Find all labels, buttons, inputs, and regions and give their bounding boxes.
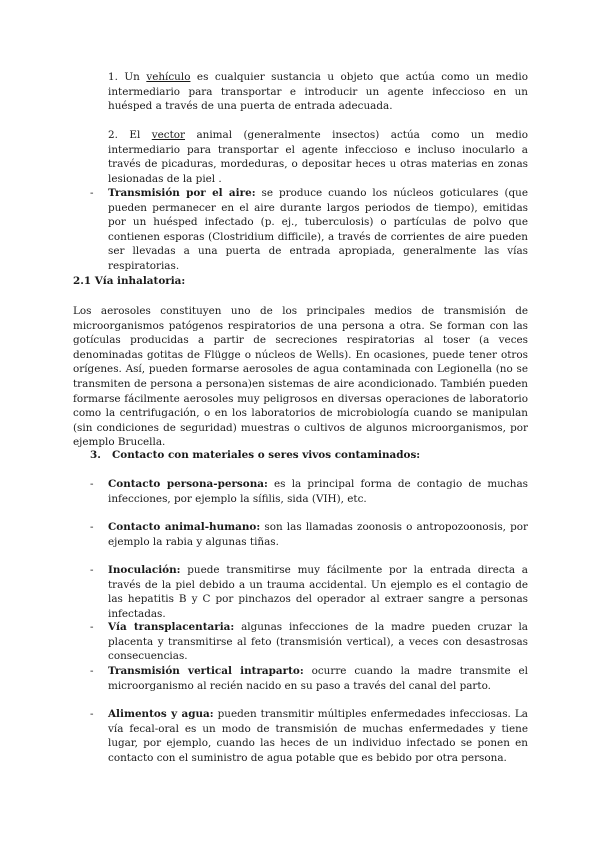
section3-number: 3. <box>90 449 101 461</box>
transplacental-paragraph <box>108 620 528 664</box>
inoculation-dash: - <box>90 564 94 576</box>
vector-term: vector <box>151 129 186 141</box>
contact-person-title: Contacto persona-persona: <box>108 478 268 490</box>
intrapartum-title: Transmisión vertical intraparto: <box>108 665 304 677</box>
food-water-paragraph <box>108 707 528 765</box>
intrapartum-text: ocurre cuando la madre transmite el microorganismo al recién nacido en su paso a través del canal del parto. <box>108 665 528 692</box>
food-water-dash: - <box>90 708 94 720</box>
contact-animal-dash: - <box>90 521 94 533</box>
air-dash: - <box>90 187 94 199</box>
vehicle-term: vehículo <box>146 71 191 83</box>
vehicle-paragraph <box>108 70 528 114</box>
vector-text: animal (generalmente insectos) actúa como un medio intermediario para transportar el agente infeccioso e incluso inocularlo a través de picaduras, mordeduras, o depositar heces u otras materias en zonas lesionadas de la piel . <box>108 129 528 185</box>
inoculation-paragraph <box>108 563 528 621</box>
air-title: Transmisión por el aire: <box>108 187 256 199</box>
transplacental-dash: - <box>90 621 94 633</box>
food-water-title: Alimentos y agua: <box>108 708 214 720</box>
vector-paragraph <box>108 128 528 186</box>
air-text: se produce cuando los núcleos goticulares (que pueden permanecer en el aire durante largos periodos de tiempo), emitidas por un huésped infectado (p. ej., tuberculosis) o partículas de polvo que contienen esporas (Clostridium difficile), a través de corrientes de aire pueden ser llevadas a una puerta de entrada apropiada, generalmente las vías respiratorias. <box>108 187 528 272</box>
air-paragraph <box>108 186 528 274</box>
vehicle-number: 1. <box>108 71 118 83</box>
contact-animal-title: Contacto animal-humano: <box>108 521 261 533</box>
transplacental-title: Vía transplacentaria: <box>108 621 235 633</box>
inhalation-paragraph: Los aerosoles constituyen uno de los principales medios de transmisión de microorganismos patógenos respiratorios de una persona a otra. Se forman con las gotículas producidas a partir de secreciones respiratorias al toser (a veces denominadas gotitas de Flügge o núcleos de Wells). En ocasiones, puede tener otros orígenes. Así, pueden formarse aerosoles de agua contaminada con Legionella (no se transmiten de persona a persona)en sistemas de aire acondicionado. También pueden formarse fácilmente aerosoles muy peligrosos en diversas operaciones de laboratorio como la centrifugación, o en los laboratorios de microbiología cuando se manipulan (sin condiciones de seguridad) muestras o cultivos de algunos microorganismos, por ejemplo Brucella. <box>73 305 528 449</box>
inhalation-heading: 2.1 Vía inhalatoria: <box>73 275 186 287</box>
contact-person-paragraph <box>108 477 528 506</box>
inoculation-title: Inoculación: <box>108 564 181 576</box>
contact-animal-text: son las llamadas zoonosis o antropozoonosis, por ejemplo la rabia y algunas tiñas. <box>108 521 528 548</box>
transplacental-text: algunas infecciones de la madre pueden cruzar la placenta y transmitirse al feto (transmisión vertical), a veces con desastrosas consecuencias. <box>108 621 528 663</box>
contact-person-dash: - <box>90 478 94 490</box>
vehicle-text: es cualquier sustancia u objeto que actúa como un medio intermediario para transportar e introducir un agente infeccioso en un huésped a través de una puerta de entrada adecuada. <box>108 71 528 113</box>
intrapartum-dash: - <box>90 665 94 677</box>
contact-animal-paragraph <box>108 520 528 549</box>
contact-person-text: es la principal forma de contagio de muchas infecciones, por ejemplo la sífilis, sida (VIH), etc. <box>108 478 528 505</box>
section3-heading: Contacto con materiales o seres vivos contaminados: <box>112 449 421 461</box>
vector-number: 2. <box>108 129 118 141</box>
vector-prefix: El <box>129 129 152 141</box>
intrapartum-paragraph <box>108 664 528 693</box>
inoculation-text: puede transmitirse muy fácilmente por la entrada directa a través de la piel debido a un trauma accidental. Un ejemplo es el contagio de las hepatitis B y C por pinchazos del operador al extraer sangre a personas infectadas. <box>108 564 528 620</box>
vehicle-prefix: Un <box>124 71 147 83</box>
food-water-text: pueden transmitir múltiples enfermedades infecciosas. La vía fecal-oral es un modo de transmisión de muchas enfermedades y tiene lugar, por ejemplo, cuando las heces de un individuo infectado se ponen en contacto con el suministro de agua potable que es bebido por otra persona. <box>108 708 528 764</box>
